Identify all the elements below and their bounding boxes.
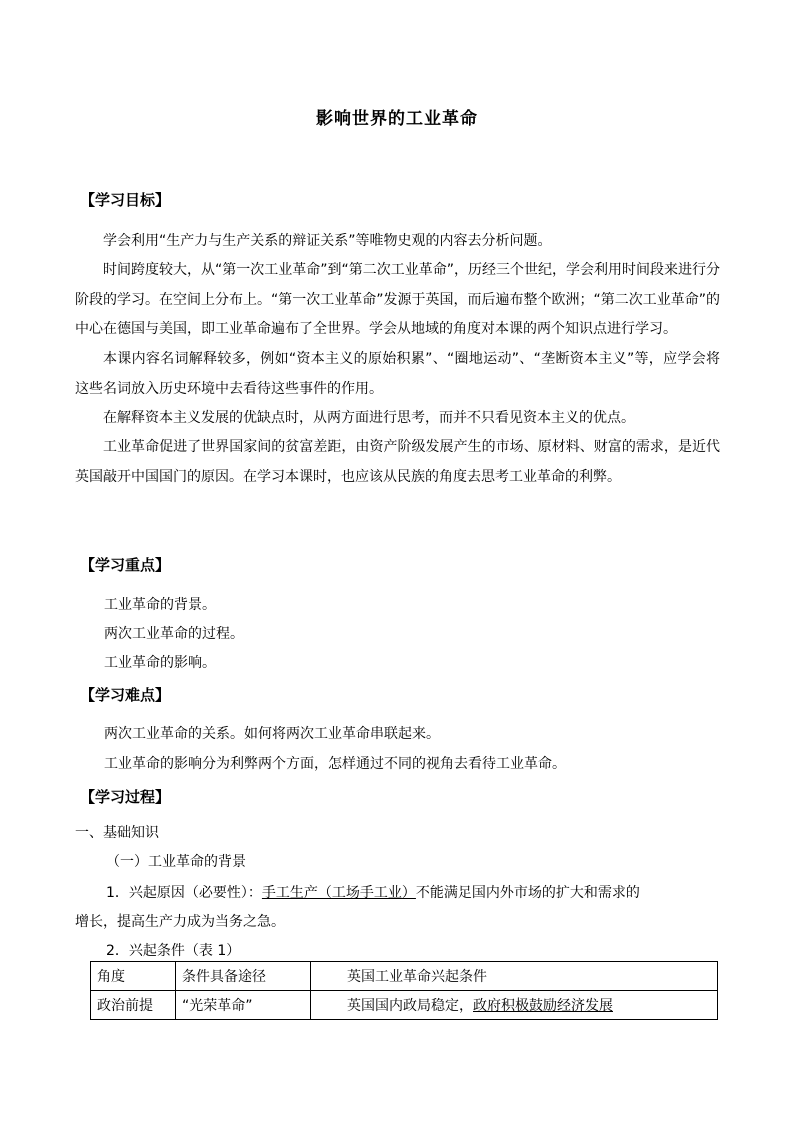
item-1-prefix: 1．兴起原因（必要性）： [106,885,262,901]
table-header-cell: 英国工业革命兴起条件 [311,962,718,991]
item-1-rest: 不能满足国内外市场的扩大和需求的 [415,885,640,901]
difficulties-heading: 【学习难点】 [80,686,171,704]
objectives-paragraph-3: 本课内容名词解释较多，例如“资本主义的原始积累”、“圈地运动”、“垄断资本主义”等，应学会将这些名词放入历史环境中去看待这些事件的作用。 [75,351,720,397]
page-title: 影响世界的工业革命 [316,109,478,129]
item-1-line-1 [106,883,640,903]
key-point-item: 工业革命的影响。 [104,655,216,671]
section-title: 一、基础知识 [75,825,159,841]
table-row [91,991,718,1020]
key-points-heading: 【学习重点】 [80,556,171,574]
table-cell-underlined: 政府积极鼓励经济发展 [473,998,613,1014]
table-cell: “光荣革命” [176,991,311,1020]
key-point-item: 两次工业革命的过程。 [104,626,244,642]
table-header-cell: 条件具备途径 [176,962,311,991]
subsection-title: （一）工业革命的背景 [106,854,246,870]
process-heading: 【学习过程】 [80,788,171,806]
conditions-table [90,961,718,1020]
item-1-line-2: 增长，提高生产力成为当务之急。 [75,914,285,930]
item-2: 2．兴起条件（表 1） [106,943,241,959]
table-cell: 政治前提 [91,991,176,1020]
difficulty-item: 工业革命的影响分为利弊两个方面，怎样通过不同的视角去看待工业革命。 [104,756,566,772]
key-point-item: 工业革命的背景。 [104,597,216,613]
objectives-paragraph-5: 工业革命促进了世界国家间的贫富差距，由资产阶级发展产生的市场、原材料、财富的需求，是近代英国敲开中国国门的原因。在学习本课时，也应该从民族的角度去思考工业革命的利弊。 [75,439,720,485]
item-1-underlined: 手工生产（工场手工业） [261,885,416,901]
table-cell-text: 英国国内政局稳定， [347,998,473,1014]
objectives-paragraph-1: 学会利用“生产力与生产关系的辩证关系”等唯物史观的内容去分析问题。 [103,233,552,249]
objectives-heading: 【学习目标】 [80,191,171,209]
table-header-cell: 角度 [91,962,176,991]
difficulty-item: 两次工业革命的关系。如何将两次工业革命串联起来。 [104,726,440,742]
table-cell [311,991,718,1020]
table-header-row [91,962,718,991]
objectives-paragraph-4: 在解释资本主义发展的优缺点时，从两方面进行思考，而并不只看见资本主义的优点。 [103,410,635,426]
objectives-paragraph-2: 时间跨度较大，从“第一次工业革命”到“第二次工业革命”，历经三个世纪，学会利用时间段来进行分阶段的学习。在空间上分布上。“第一次工业革命”发源于英国，而后遍布整个欧洲；“第二次工业革命”的中心在德国与美国，即工业革命遍布了全世界。学会从地域的角度对本课的两个知识点进行学习。 [75,262,721,337]
